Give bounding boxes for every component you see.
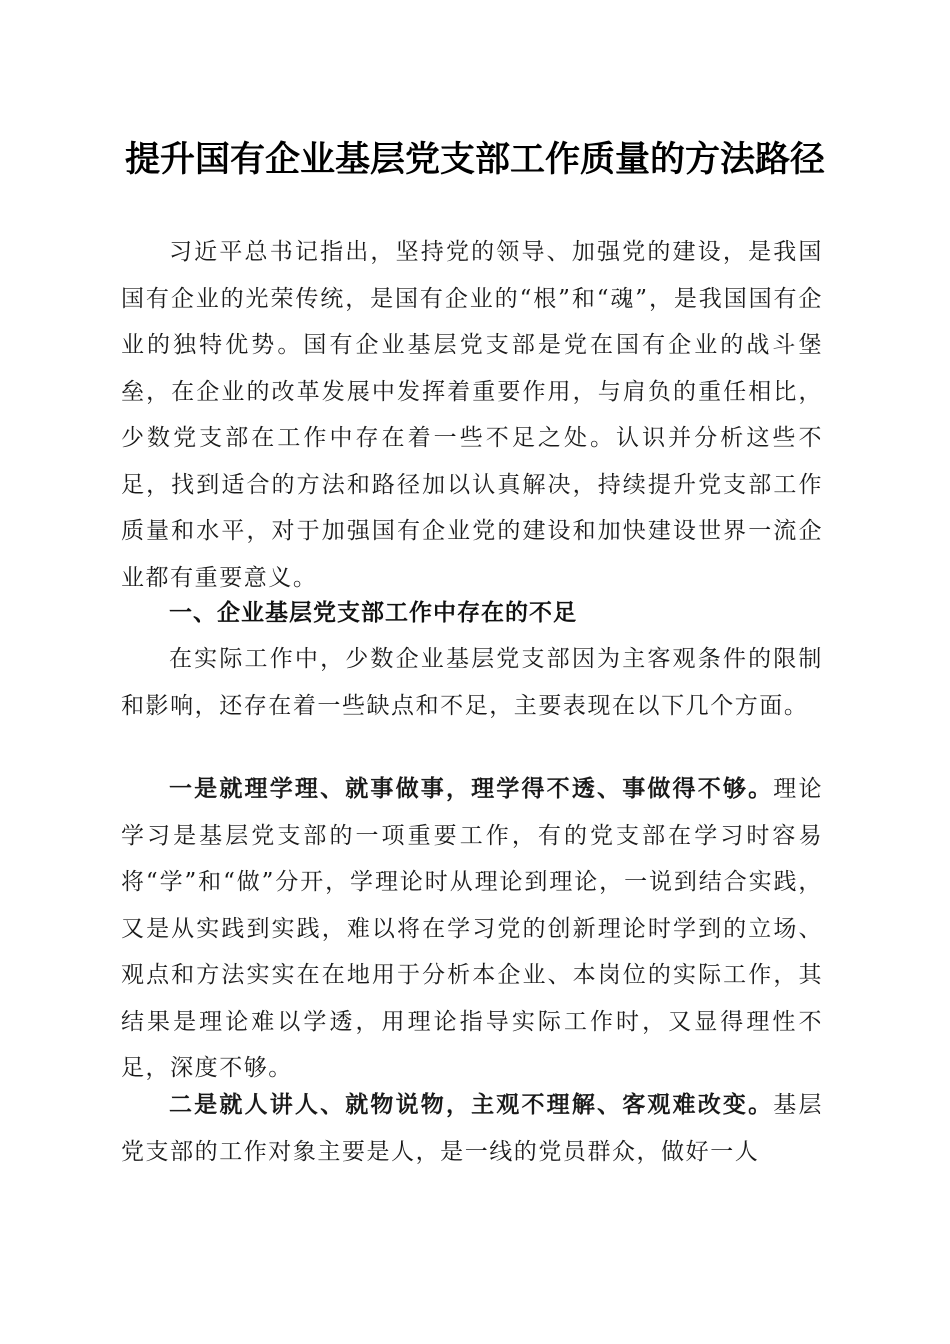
point-two-lead: 二是就人讲人、就物说物，主观不理解、客观难改变。 xyxy=(169,1091,774,1118)
intro-paragraph: 习近平总书记指出，坚持党的领导、加强党的建设，是我国国有企业的光荣传统，是国有企业的“根”和“魂”，是我国国有企业的独特优势。国有企业基层党支部是党在国有企业的战斗堡垒，在企业的改革发展中发挥着重要作用，与肩负的重任相比，少数党支部在工作中存在着一些不足之处。认识并分析这些不足，找到适合的方法和路径加以认真解决，持续提升党支部工作质量和水平，对于加强国有企业党的建设和加快建设世界一流企业都有重要意义。 xyxy=(121,239,823,591)
point-two-body: 基层党支部的工作对象主要是人，是一线的党员群众，做好一人 xyxy=(121,1092,823,1165)
point-one-body: 理论学习是基层党支部的一项重要工作，有的党支部在学习时容易将“学”和“做”分开，学理论时从理论到理论，一说到结合实践，又是从实践到实践，难以将在学习党的创新理论时学到的立场、观点和方法实实在在地用于分析本企业、本岗位的实际工作，其结果是理论难以学透，用理论指导实际工作时，又显得理性不足，深度不够。 xyxy=(121,776,823,1081)
point-one-lead: 一是就理学理、就事做事，理学得不透、事做得不够。 xyxy=(169,775,774,802)
section-intro-paragraph: 在实际工作中，少数企业基层党支部因为主客观条件的限制和影响，还存在着一些缺点和不足，主要表现在以下几个方面。 xyxy=(121,646,823,719)
point-one-paragraph xyxy=(121,766,823,1092)
section-heading: 一、企业基层党支部工作中存在的不足 xyxy=(169,600,577,626)
document-title: 提升国有企业基层党支部工作质量的方法路径 xyxy=(124,139,825,180)
point-two-paragraph xyxy=(121,1082,823,1175)
